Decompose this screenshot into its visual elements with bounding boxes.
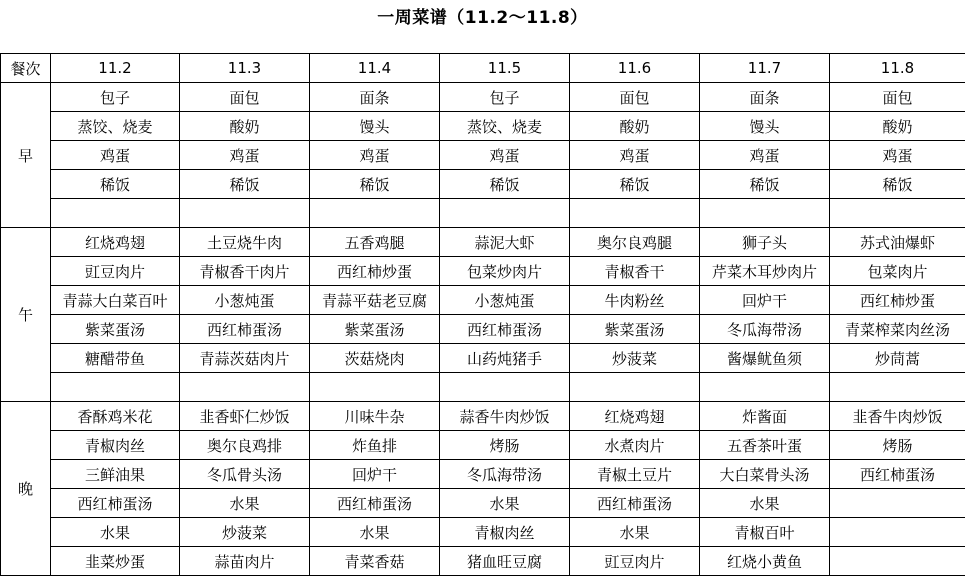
dish-cell [570,199,700,228]
dish-cell: 豇豆肉片 [570,547,700,576]
spacer-cell [830,36,965,54]
dish-cell: 水煮肉片 [570,431,700,460]
dish-cell: 馒头 [310,112,440,141]
dinner-row [1,518,965,547]
dish-cell: 炸酱面 [700,402,830,431]
spacer-row [1,36,965,54]
dish-cell: 炒茼蒿 [830,344,965,373]
dish-cell: 苏式油爆虾 [830,228,965,257]
dish-cell: 小葱炖蛋 [440,286,570,315]
dish-cell [310,373,440,402]
meal-label-dinner: 晚 [1,402,51,576]
dinner-row [1,402,965,431]
dish-cell [51,199,180,228]
dish-cell: 青蒜大白菜百叶 [51,286,180,315]
dish-cell: 炸鱼排 [310,431,440,460]
dish-cell: 西红柿蛋汤 [440,315,570,344]
dish-cell: 冬瓜海带汤 [700,315,830,344]
dish-cell: 面条 [700,83,830,112]
lunch-row [1,344,965,373]
dish-cell: 水果 [700,489,830,518]
dish-cell: 酸奶 [180,112,310,141]
dish-cell: 水果 [310,518,440,547]
dish-cell: 青蒜平菇老豆腐 [310,286,440,315]
dish-cell: 紫菜蛋汤 [51,315,180,344]
dish-cell: 西红柿蛋汤 [51,489,180,518]
dish-cell: 面包 [830,83,965,112]
dish-cell: 韭菜炒蛋 [51,547,180,576]
dish-cell: 青椒土豆片 [570,460,700,489]
dish-cell: 面条 [310,83,440,112]
dish-cell: 蒸饺、烧麦 [51,112,180,141]
dish-cell: 豇豆肉片 [51,257,180,286]
spacer-cell [51,36,180,54]
dish-cell: 面包 [180,83,310,112]
dish-cell: 青椒百叶 [700,518,830,547]
breakfast-row [1,83,965,112]
date-header: 11.7 [700,54,830,83]
date-header: 11.6 [570,54,700,83]
lunch-row [1,257,965,286]
dish-cell: 大白菜骨头汤 [700,460,830,489]
dish-cell: 三鲜油果 [51,460,180,489]
dish-cell: 酱爆鱿鱼须 [700,344,830,373]
dish-cell: 红烧鸡翅 [570,402,700,431]
dish-cell: 包子 [51,83,180,112]
dish-cell: 水果 [570,518,700,547]
dish-cell: 奥尔良鸡腿 [570,228,700,257]
dish-cell: 西红柿蛋汤 [830,460,965,489]
dish-cell: 青椒香干肉片 [180,257,310,286]
dish-cell: 稀饭 [310,170,440,199]
dish-cell: 冬瓜骨头汤 [180,460,310,489]
dish-cell: 回炉干 [700,286,830,315]
lunch-row [1,228,965,257]
dish-cell: 鸡蛋 [310,141,440,170]
dish-cell: 蒸饺、烧麦 [440,112,570,141]
dish-cell: 紫菜蛋汤 [570,315,700,344]
dish-cell: 青椒香干 [570,257,700,286]
dish-cell: 包子 [440,83,570,112]
dish-cell [51,373,180,402]
dish-cell: 蒜苗肉片 [180,547,310,576]
breakfast-row [1,112,965,141]
dish-cell: 土豆烧牛肉 [180,228,310,257]
meal-label-lunch: 午 [1,228,51,402]
dish-cell [310,199,440,228]
breakfast-row [1,199,965,228]
dish-cell: 香酥鸡米花 [51,402,180,431]
dish-cell: 五香鸡腿 [310,228,440,257]
dish-cell: 鸡蛋 [700,141,830,170]
dish-cell: 西红柿炒蛋 [310,257,440,286]
dish-cell: 鸡蛋 [51,141,180,170]
dish-cell: 紫菜蛋汤 [310,315,440,344]
dish-cell: 茨菇烧肉 [310,344,440,373]
dish-cell: 青椒肉丝 [440,518,570,547]
spacer-cell [310,36,440,54]
dinner-row [1,489,965,518]
dish-cell [700,373,830,402]
dish-cell: 稀饭 [700,170,830,199]
dish-cell: 青菜榨菜肉丝汤 [830,315,965,344]
dish-cell: 水果 [440,489,570,518]
dish-cell: 鸡蛋 [830,141,965,170]
lunch-row [1,373,965,402]
dish-cell: 包菜炒肉片 [440,257,570,286]
lunch-row [1,286,965,315]
dish-cell: 狮子头 [700,228,830,257]
dish-cell: 红烧鸡翅 [51,228,180,257]
dish-cell: 鸡蛋 [180,141,310,170]
dish-cell: 稀饭 [51,170,180,199]
dish-cell [700,199,830,228]
dish-cell: 炒菠菜 [570,344,700,373]
spacer-cell [1,36,51,54]
dish-cell [180,199,310,228]
date-header: 11.8 [830,54,965,83]
dish-cell [440,199,570,228]
dinner-row [1,460,965,489]
date-header: 11.4 [310,54,440,83]
dish-cell: 稀饭 [440,170,570,199]
dish-cell [830,373,965,402]
dish-cell: 芹菜木耳炒肉片 [700,257,830,286]
dish-cell: 蒜泥大虾 [440,228,570,257]
menu-table-body [1,36,965,576]
dish-cell: 馒头 [700,112,830,141]
spacer-cell [180,36,310,54]
dish-cell: 稀饭 [570,170,700,199]
header-row [1,54,965,83]
dinner-row [1,431,965,460]
dish-cell [830,199,965,228]
dish-cell: 烤肠 [440,431,570,460]
dish-cell: 山药炖猪手 [440,344,570,373]
spacer-cell [570,36,700,54]
dish-cell: 冬瓜海带汤 [440,460,570,489]
dish-cell: 酸奶 [830,112,965,141]
date-header: 11.3 [180,54,310,83]
dish-cell: 面包 [570,83,700,112]
dish-cell: 炒菠菜 [180,518,310,547]
breakfast-row [1,170,965,199]
dish-cell: 水果 [180,489,310,518]
dish-cell: 包菜肉片 [830,257,965,286]
dish-cell: 奥尔良鸡排 [180,431,310,460]
dish-cell [830,547,965,576]
dish-cell: 糖醋带鱼 [51,344,180,373]
dish-cell: 川味牛杂 [310,402,440,431]
weekly-menu-table [0,36,965,576]
dish-cell: 稀饭 [830,170,965,199]
spacer-cell [440,36,570,54]
dish-cell: 西红柿蛋汤 [310,489,440,518]
dish-cell [440,373,570,402]
dish-cell: 烤肠 [830,431,965,460]
page-title: 一周菜谱（11.2～11.8） [377,8,588,28]
dish-cell: 鸡蛋 [570,141,700,170]
dish-cell [570,373,700,402]
date-header: 11.2 [51,54,180,83]
dish-cell [830,518,965,547]
dish-cell: 五香茶叶蛋 [700,431,830,460]
dish-cell: 西红柿蛋汤 [180,315,310,344]
dish-cell: 水果 [51,518,180,547]
dish-cell: 猪血旺豆腐 [440,547,570,576]
dish-cell: 西红柿蛋汤 [570,489,700,518]
dish-cell: 青蒜茨菇肉片 [180,344,310,373]
breakfast-row [1,141,965,170]
meal-label-breakfast: 早 [1,83,51,228]
dish-cell: 西红柿炒蛋 [830,286,965,315]
dish-cell: 青椒肉丝 [51,431,180,460]
dish-cell: 小葱炖蛋 [180,286,310,315]
dinner-row [1,547,965,576]
dish-cell [180,373,310,402]
dish-cell: 牛肉粉丝 [570,286,700,315]
dish-cell: 韭香牛肉炒饭 [830,402,965,431]
meal-column-header: 餐次 [1,54,51,83]
lunch-row [1,315,965,344]
dish-cell: 红烧小黄鱼 [700,547,830,576]
dish-cell [830,489,965,518]
dish-cell: 韭香虾仁炒饭 [180,402,310,431]
dish-cell: 青菜香菇 [310,547,440,576]
date-header: 11.5 [440,54,570,83]
dish-cell: 蒜香牛肉炒饭 [440,402,570,431]
dish-cell: 稀饭 [180,170,310,199]
dish-cell: 酸奶 [570,112,700,141]
dish-cell: 回炉干 [310,460,440,489]
spacer-cell [700,36,830,54]
dish-cell: 鸡蛋 [440,141,570,170]
